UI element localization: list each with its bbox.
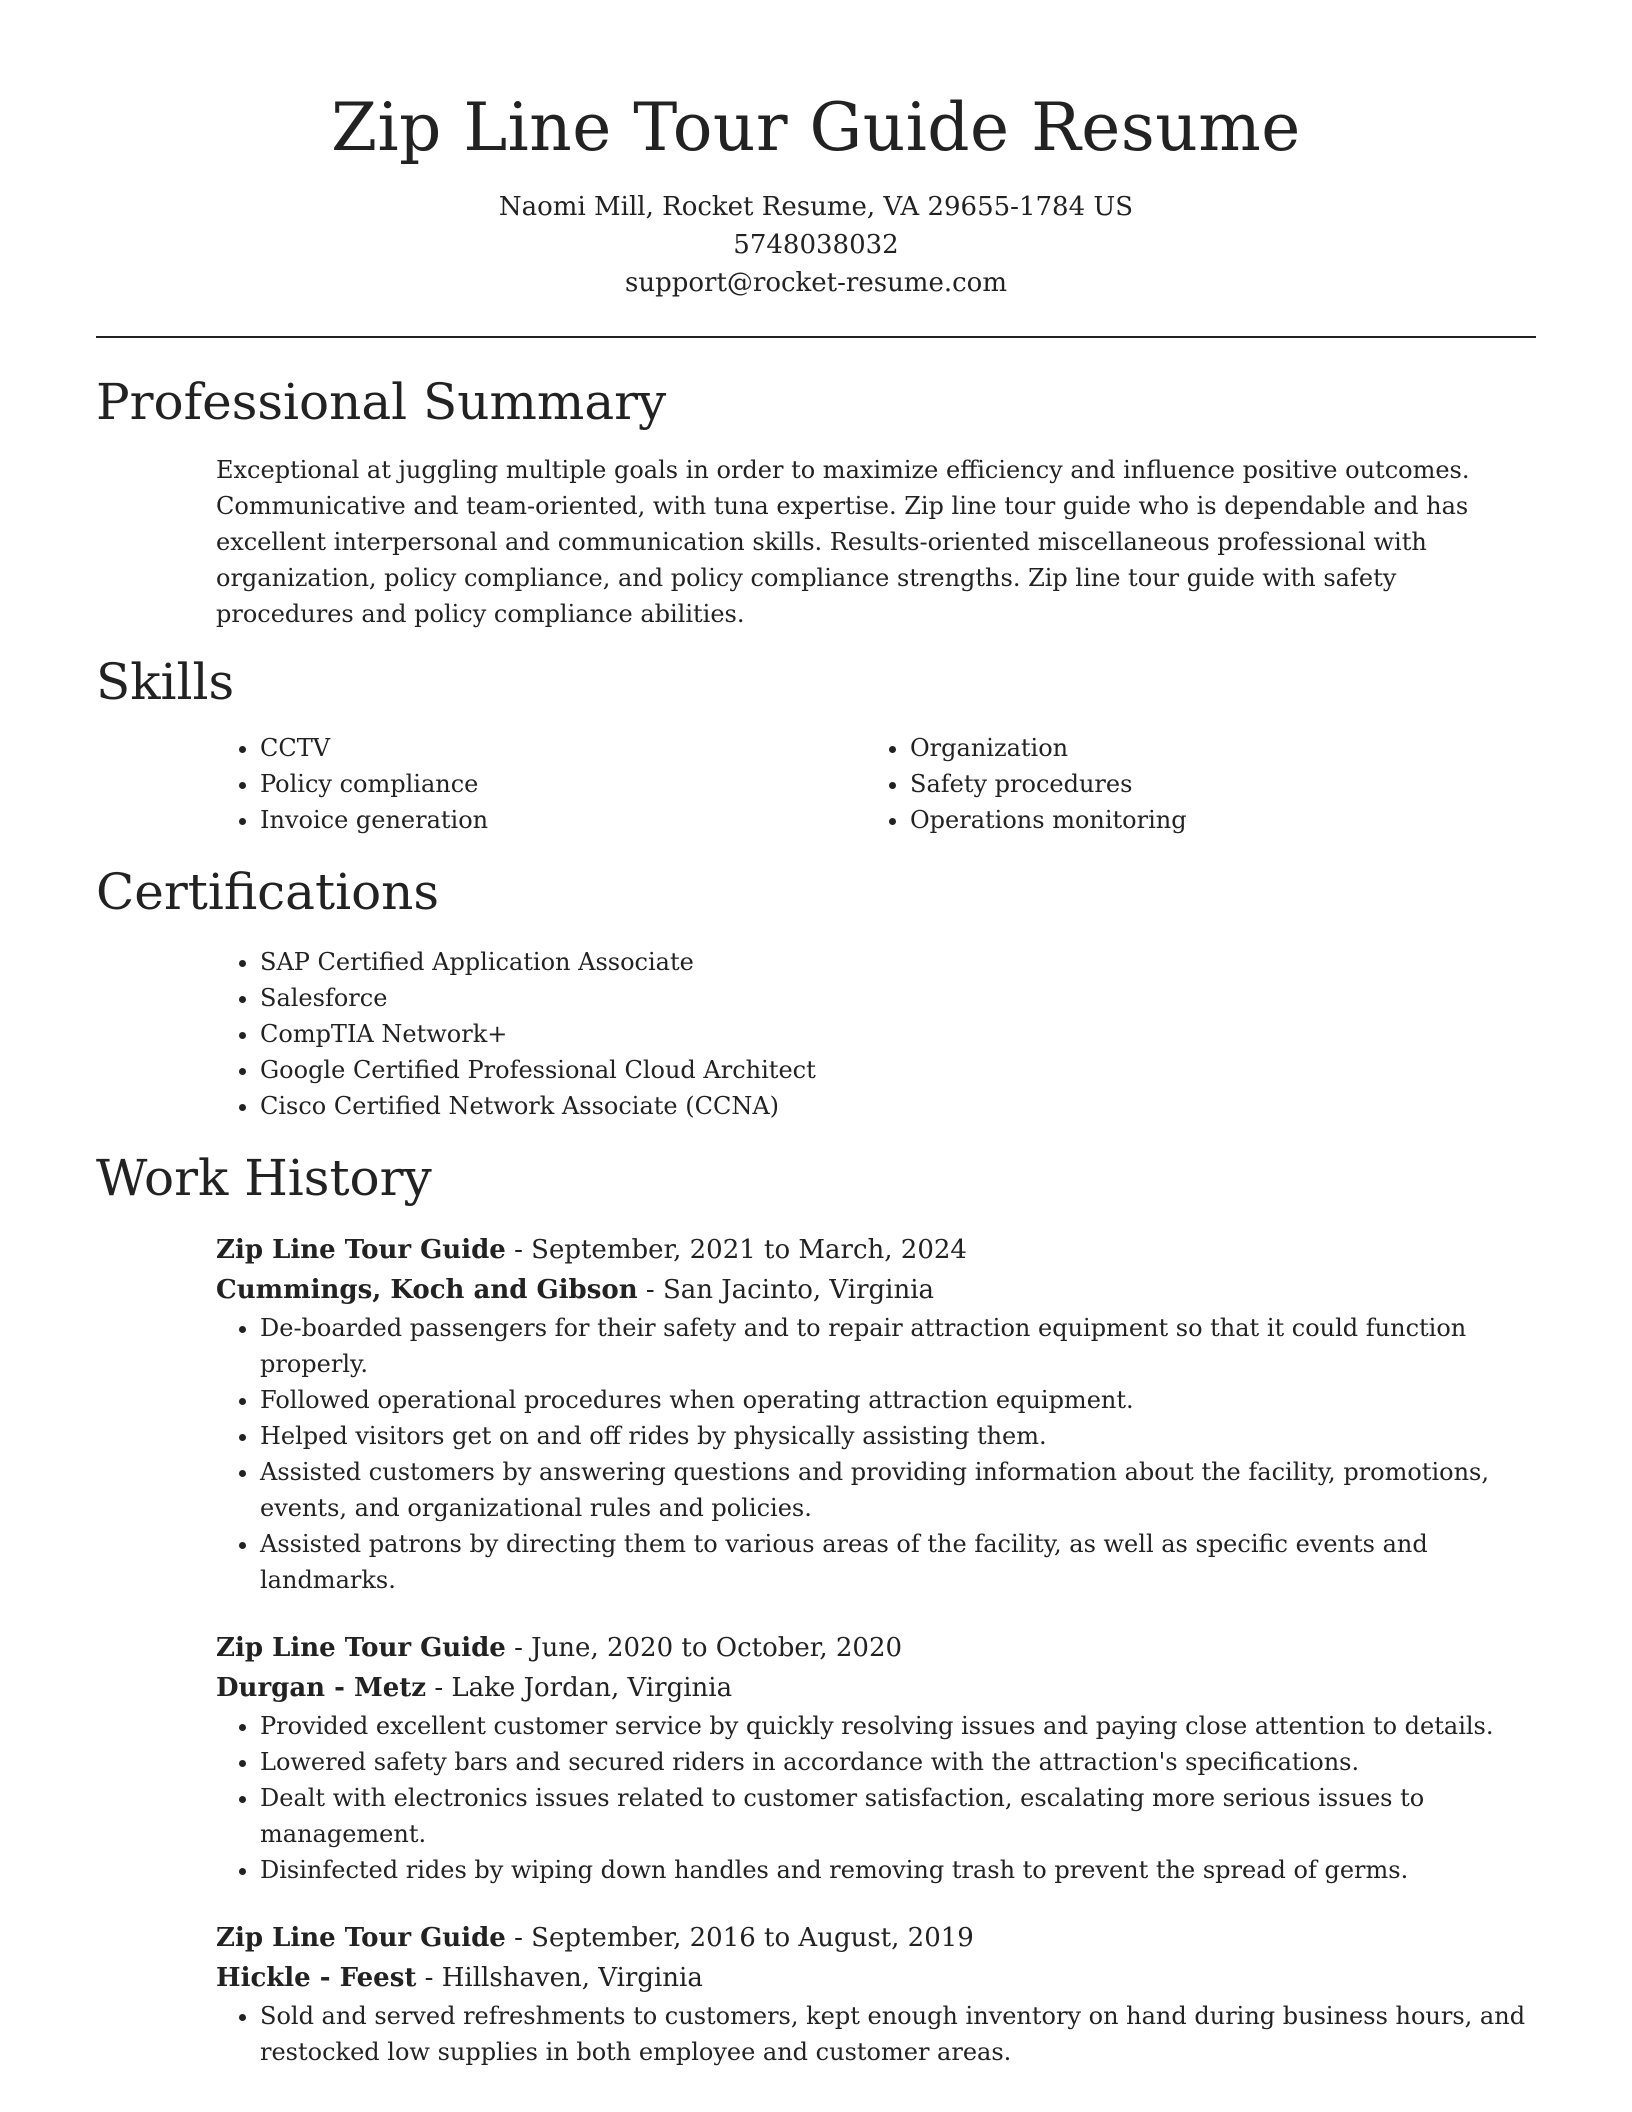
skill-item: • Policy compliance bbox=[260, 766, 866, 802]
job-company-line bbox=[216, 1668, 1536, 1708]
skill-item: • Operations monitoring bbox=[910, 802, 1516, 838]
summary-section bbox=[96, 372, 1536, 632]
separator: - bbox=[505, 1923, 532, 1953]
skill-item: • Invoice generation bbox=[260, 802, 866, 838]
certifications-list-wrap bbox=[216, 944, 1536, 1124]
date-to-word: to bbox=[755, 1235, 799, 1265]
certification-item: • SAP Certified Application Associate bbox=[260, 944, 1536, 980]
work-history-heading: Work History bbox=[96, 1149, 432, 1207]
work-history-section bbox=[96, 1148, 1536, 2070]
job-duty-item: • Provided excellent customer service by quickly resolving issues and paying close attention to details. bbox=[260, 1708, 1536, 1744]
certification-item: • Cisco Certified Network Associate (CCNA) bbox=[260, 1088, 1536, 1124]
job-start-date: June, 2020 bbox=[531, 1633, 674, 1663]
contact-block bbox=[96, 188, 1536, 302]
job-title: Zip Line Tour Guide bbox=[216, 1633, 506, 1663]
certifications-section bbox=[96, 862, 1536, 1124]
skill-item: • CCTV bbox=[260, 730, 866, 766]
job-entry bbox=[216, 1628, 1536, 1888]
certification-item: • CompTIA Network+ bbox=[260, 1016, 1536, 1052]
separator: - bbox=[505, 1235, 532, 1265]
job-duty-item: • Assisted customers by answering questions and providing information about the facility, promotions, events, and organizational rules and policies. bbox=[260, 1454, 1536, 1526]
job-title-line bbox=[216, 1230, 1536, 1270]
contact-address: Naomi Mill, Rocket Resume, VA 29655-1784 US bbox=[498, 192, 1134, 222]
job-company: Durgan - Metz bbox=[216, 1673, 427, 1703]
skills-column-right bbox=[866, 730, 1516, 838]
certifications-list bbox=[216, 944, 1536, 1124]
skills-list-left bbox=[216, 730, 866, 838]
job-company-line bbox=[216, 1958, 1536, 1998]
job-entry bbox=[216, 1918, 1536, 2070]
summary-heading: Professional Summary bbox=[96, 373, 667, 431]
job-company-line bbox=[216, 1270, 1536, 1310]
skill-item: • Organization bbox=[910, 730, 1516, 766]
job-duty-item: • Followed operational procedures when operating attraction equipment. bbox=[260, 1382, 1536, 1418]
job-entry bbox=[216, 1230, 1536, 1598]
date-to-word: to bbox=[673, 1633, 716, 1663]
skills-heading: Skills bbox=[96, 653, 235, 711]
job-title-line bbox=[216, 1918, 1536, 1958]
job-title: Zip Line Tour Guide bbox=[216, 1923, 506, 1953]
job-duty-item: • Lowered safety bars and secured riders in accordance with the attraction's specifications. bbox=[260, 1744, 1536, 1780]
certification-item: • Google Certified Professional Cloud Architect bbox=[260, 1052, 1536, 1088]
job-duty-item: • Assisted patrons by directing them to various areas of the facility, as well as specific events and landmarks. bbox=[260, 1526, 1536, 1598]
job-location: San Jacinto, Virginia bbox=[662, 1275, 935, 1305]
certification-item: • Salesforce bbox=[260, 980, 1536, 1016]
date-to-word: to bbox=[755, 1923, 799, 1953]
resume-header bbox=[96, 0, 1536, 302]
job-duty-item: • Disinfected rides by wiping down handles and removing trash to prevent the spread of germs. bbox=[260, 1852, 1536, 1888]
header-divider bbox=[96, 336, 1536, 338]
skills-grid bbox=[216, 730, 1536, 838]
separator: - bbox=[426, 1673, 452, 1703]
job-start-date: September, 2021 bbox=[531, 1235, 756, 1265]
separator: - bbox=[505, 1633, 532, 1663]
skills-column-left bbox=[216, 730, 866, 838]
skills-section bbox=[96, 652, 1536, 838]
contact-phone: 5748038032 bbox=[733, 230, 899, 260]
skill-item: • Safety procedures bbox=[910, 766, 1516, 802]
job-start-date: September, 2016 bbox=[531, 1923, 756, 1953]
summary-text: Exceptional at juggling multiple goals in order to maximize efficiency and influence positive outcomes. Communicative and team-oriented, with tuna expertise. Zip line tour guide who is dependable and has excellent interpersonal and communication skills. Results-oriented miscellaneous professional with organization, policy compliance, and policy compliance strengths. Zip line tour guide with safety procedures and policy compliance abilities. bbox=[216, 456, 1470, 628]
job-duty-item: • Helped visitors get on and off rides by physically assisting them. bbox=[260, 1418, 1536, 1454]
skills-list-right bbox=[866, 730, 1516, 838]
separator: - bbox=[416, 1963, 442, 1993]
job-title: Zip Line Tour Guide bbox=[216, 1235, 506, 1265]
contact-email: support@rocket-resume.com bbox=[624, 268, 1007, 298]
job-end-date: March, 2024 bbox=[798, 1235, 967, 1265]
certifications-heading: Certifications bbox=[96, 863, 440, 921]
job-duties-list bbox=[216, 1998, 1536, 2070]
job-duties-list bbox=[216, 1708, 1536, 1888]
job-company: Cummings, Koch and Gibson bbox=[216, 1275, 638, 1305]
job-location: Hillshaven, Virginia bbox=[441, 1963, 703, 1993]
job-location: Lake Jordan, Virginia bbox=[451, 1673, 733, 1703]
job-duties-list bbox=[216, 1310, 1536, 1598]
document-title: Zip Line Tour Guide Resume bbox=[331, 89, 1301, 166]
job-duty-item: • De-boarded passengers for their safety and to repair attraction equipment so that it could function properly. bbox=[260, 1310, 1536, 1382]
job-end-date: October, 2020 bbox=[715, 1633, 903, 1663]
job-title-line bbox=[216, 1628, 1536, 1668]
job-duty-item: • Sold and served refreshments to customers, kept enough inventory on hand during business hours, and restocked low supplies in both employee and customer areas. bbox=[260, 1998, 1536, 2070]
job-duty-item: • Dealt with electronics issues related to customer satisfaction, escalating more serious issues to management. bbox=[260, 1780, 1536, 1852]
job-company: Hickle - Feest bbox=[216, 1963, 417, 1993]
separator: - bbox=[637, 1275, 663, 1305]
job-end-date: August, 2019 bbox=[798, 1923, 974, 1953]
